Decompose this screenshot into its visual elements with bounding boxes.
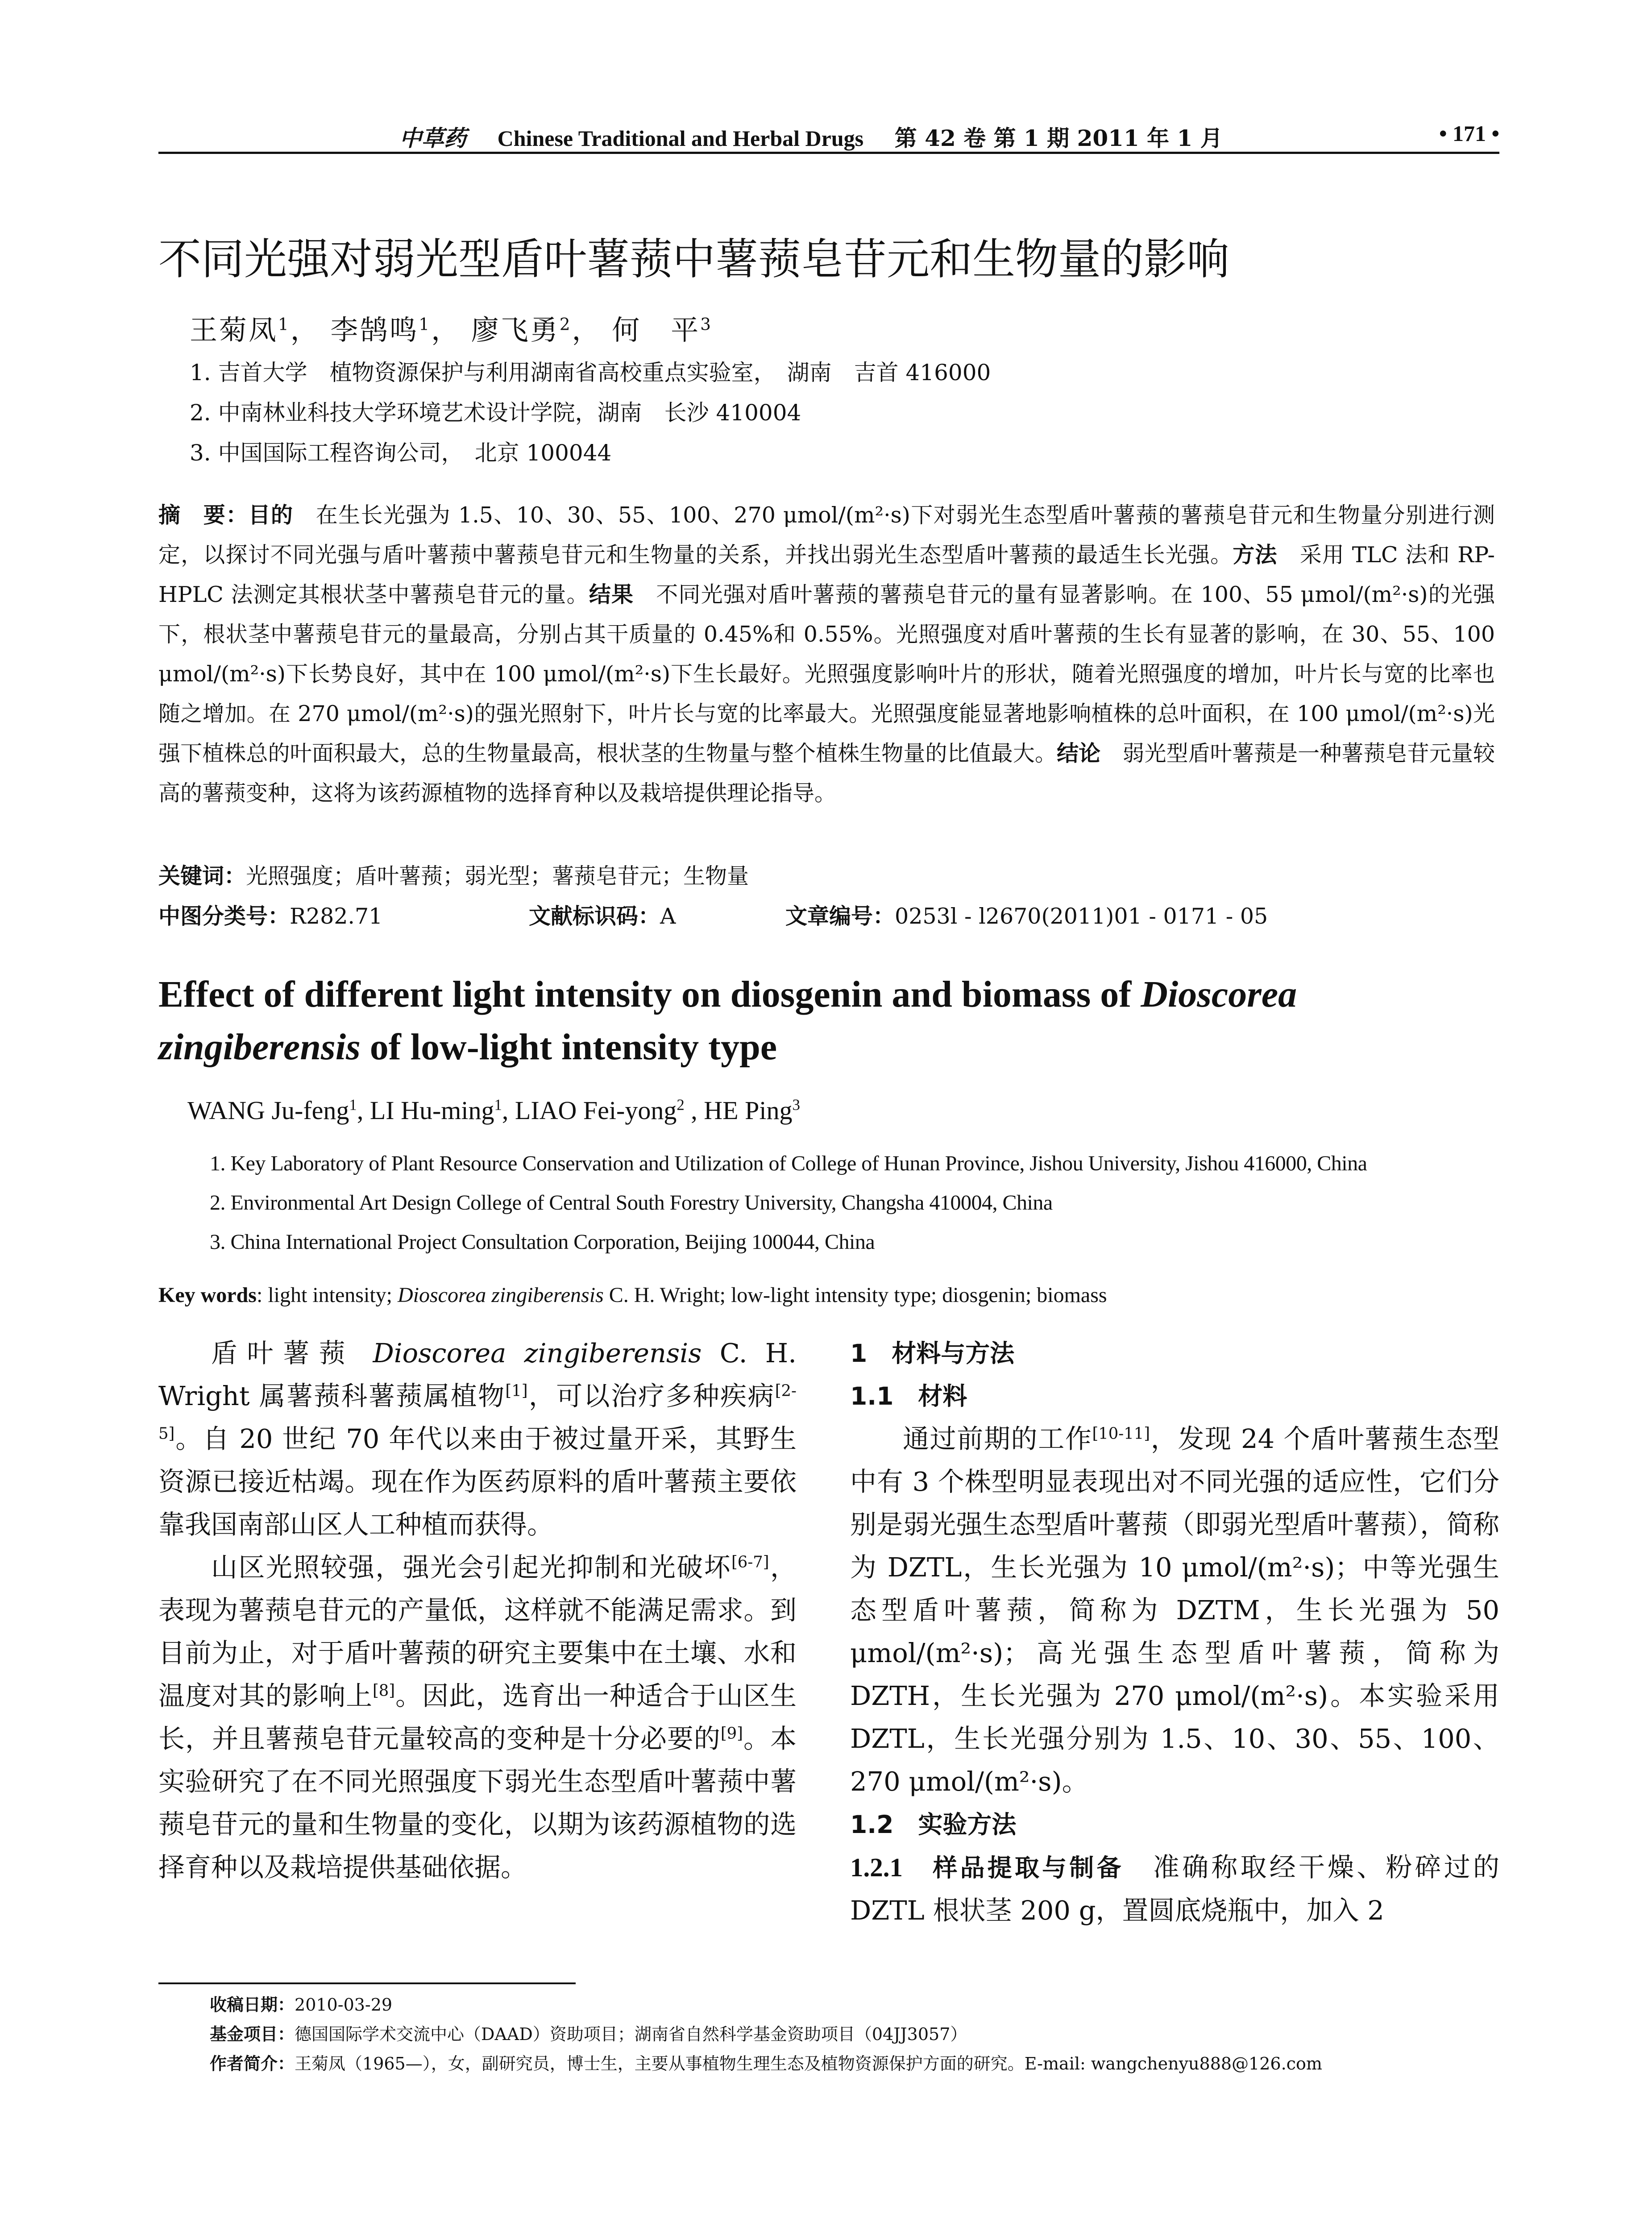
title-en: [158, 968, 1497, 1074]
methods-text: 采用 TLC 法和 RP-HPLC 法测定其根状茎中薯蓣皂苷元的量。: [158, 542, 1495, 607]
author-en: LIAO Fei-yong: [515, 1096, 677, 1125]
conclusion-label: 结论: [1057, 741, 1101, 766]
text: 盾叶薯蓣: [211, 1338, 373, 1368]
title-en-part2: of low-light intensity type: [360, 1026, 777, 1068]
author-cn: 王菊凤: [190, 314, 278, 346]
text: 山区光照较强，强光会引起光抑制和光破坏: [211, 1552, 731, 1583]
author-sup: 3: [700, 314, 713, 334]
paragraph-method-1-2-1: [850, 1846, 1499, 1932]
footnote-received: [210, 1991, 392, 2015]
header-rule: [158, 152, 1499, 154]
text: 。本实验研究了在不同光照强度下弱光生态型盾叶薯蓣中薯蓣皂苷元的量和生物量的变化，以期为该药源植物的选择育种以及栽培提供基础依据。: [158, 1723, 797, 1883]
subsection-title: 样品提取与制备: [903, 1854, 1124, 1882]
author-sup: 1: [278, 314, 291, 334]
section-heading-1: 1 材料与方法: [850, 1339, 1015, 1368]
author-cn: 李鹄鸣: [330, 314, 419, 346]
clc-code: [158, 899, 382, 930]
objective-text: 在生长光强为 1.5、10、30、55、100、270 μmol/(m²·s)下对弱光生态型盾叶薯蓣的薯蓣皂苷元和生物量分别进行测定，以探讨不同光强与盾叶薯蓣中薯蓣皂苷元和生物量的关系，并找出弱光生态型盾叶薯蓣的最适生长光强。: [158, 502, 1495, 568]
affiliation-cn-1: 1. 吉首大学 植物资源保护与利用湖南省高校重点实验室， 湖南 吉首 416000: [190, 360, 991, 386]
received-label: 收稿日期：: [210, 1995, 295, 2015]
conclusion-text: 弱光型盾叶薯蓣是一种薯蓣皂苷元量较高的薯蓣变种，这将为该药源植物的选择育种以及栽培提供理论指导。: [158, 741, 1495, 806]
text: ，表现为薯蓣皂苷元的产量低，这样就不能满足需求。到目前为止，对于盾叶薯蓣的研究主要集中在土壤、水和温度对其的影响上: [158, 1552, 797, 1711]
text: 。因此，选育出一种适合于山区生长，并且薯蓣皂苷元量较高的变种是十分必要的: [158, 1680, 797, 1754]
article-label: 文章编号：: [785, 904, 895, 929]
affiliation-en-3: 3. China International Project Consultation Corporation, Beijing 100044, China: [210, 1230, 875, 1254]
citation: [9]: [720, 1724, 743, 1743]
article-number: [785, 899, 1268, 930]
author-en-sup: 1: [349, 1096, 357, 1114]
subsection-number: 1.2.1: [850, 1853, 903, 1882]
section-heading-1-1: 1.1 材料: [850, 1382, 967, 1410]
citation: [8]: [372, 1681, 395, 1700]
text: ，可以治疗多种疾病: [527, 1381, 775, 1411]
footnote-fund: [210, 2020, 967, 2045]
footnote-rule: [158, 1982, 576, 1984]
author-en: WANG Ju-feng: [187, 1096, 349, 1125]
text: 。自 20 世纪 70 年代以来由于被过量开采，其野生资源已接近枯竭。现在作为医药原料的盾叶薯蓣主要依靠我国南部山区人工种植而获得。: [158, 1423, 797, 1540]
text: ，发现 24 个盾叶薯蓣生态型中有 3 个株型明显表现出对不同光强的适应性，它们分别是弱光强生态型盾叶薯蓣（即弱光型盾叶薯蓣），简称为 DZTL，生长光强为 10 μmol/(m²·s)；中等光强生态型盾叶薯蓣，简称为 DZTM，生长光强为 50 μmol/(m²·s)；高光强生态型盾叶薯蓣，简称为 DZTH，生长光强为 270 μmol/(m²·s)。本实验采用 DZTL，生长光强分别为 1.5、10、30、55、100、270 μmol/(m²·s)。: [850, 1423, 1499, 1797]
keywords-en-text2: C. H. Wright; low-light intensity type; diosgenin; biomass: [603, 1283, 1107, 1307]
text: 准确称取经干燥、粉碎过的 DZTL 根状茎 200 g，置圆底烧瓶中，加入 2: [850, 1852, 1499, 1926]
author-sup: 2: [559, 314, 572, 334]
abstract-cn: [158, 495, 1495, 813]
fund-text: 德国国际学术交流中心（DAAD）资助项目；湖南省自然科学基金资助项目（04JJ3057）: [295, 2024, 967, 2044]
keywords-cn: [158, 859, 749, 890]
received-date: 2010-03-29: [295, 1995, 393, 2015]
keywords-en: [158, 1283, 1107, 1307]
running-header: [158, 117, 1499, 153]
affiliation-en-1: 1. Key Laboratory of Plant Resource Conservation and Utilization of College of Hunan Province, Jishou University, Jishou 416000, China: [210, 1152, 1367, 1175]
affiliation-cn-3: 3. 中国国际工程咨询公司， 北京 100044: [190, 440, 612, 466]
paragraph-intro-1: [158, 1332, 797, 1546]
authors-en: WANG Ju-feng$^1$, LI Hu-ming$^1$, LIAO Fei-yong$^2$ , HE Ping$^3$: [187, 1096, 800, 1125]
author-en: LI Hu-ming: [369, 1096, 494, 1125]
affiliation-cn-2: 2. 中南林业科技大学环境艺术设计学院，湖南 长沙 410004: [190, 400, 801, 426]
citation: [6-7]: [731, 1553, 769, 1572]
citation: [2-5]: [158, 1381, 797, 1443]
citation: [10-11]: [1092, 1424, 1150, 1443]
body-right-column: [850, 1332, 1499, 1932]
author-en: HE Ping: [704, 1096, 793, 1125]
journal-name-en: Chinese Traditional and Herbal Drugs: [497, 126, 864, 151]
journal-line: [399, 120, 1223, 153]
species-name: Dioscorea zingiberensis: [373, 1338, 702, 1368]
clc-label: 中图分类号：: [158, 904, 290, 929]
journal-issue: 第 42 卷 第 1 期 2011 年 1 月: [894, 125, 1223, 151]
citation: [1]: [505, 1381, 528, 1400]
body-left-column: [158, 1332, 797, 1889]
objective-label: 目的: [248, 502, 294, 528]
keywords-en-label: Key words: [158, 1283, 257, 1307]
keywords-cn-text: 光照强度；盾叶薯蓣；弱光型；薯蓣皂苷元；生物量: [246, 863, 749, 889]
doc-code: [529, 899, 676, 930]
fund-label: 基金项目：: [210, 2024, 295, 2044]
author-cn: 何 平: [612, 314, 701, 346]
keywords-cn-label: 关键词：: [158, 863, 246, 889]
keywords-en-text1: : light intensity;: [256, 1283, 398, 1307]
clc-value: R282.71: [290, 904, 383, 929]
author-en-sup: 2: [677, 1096, 685, 1114]
paragraph-materials: [850, 1418, 1499, 1803]
author-en-sup: 1: [494, 1096, 502, 1114]
doc-label: 文献标识码：: [529, 904, 660, 929]
keywords-en-species: Dioscorea zingiberensis: [398, 1283, 604, 1307]
author-en-sup: 3: [792, 1096, 800, 1114]
paragraph-intro-2: [158, 1546, 797, 1889]
text: C. H. Wright 属薯蓣科薯蓣属植物: [158, 1338, 797, 1411]
results-label: 结果: [589, 582, 634, 607]
affiliation-en-2: 2. Environmental Art Design College of Central South Forestry University, Changsha 410004, China: [210, 1191, 1053, 1215]
author-cn: 廖飞勇: [471, 314, 560, 346]
page-number: • 171 •: [1439, 121, 1499, 146]
abstract-label: 摘 要：: [158, 502, 249, 528]
bio-label: 作者简介：: [210, 2054, 295, 2073]
title-cn: 不同光强对弱光型盾叶薯蓣中薯蓣皂苷元和生物量的影响: [158, 234, 1229, 284]
title-en-species: Dioscorea zingiberensis: [158, 974, 1297, 1068]
title-en-part1: Effect of different light intensity on diosgenin and biomass of: [158, 974, 1141, 1015]
article-value: 0253l - l2670(2011)01 - 0171 - 05: [895, 904, 1268, 929]
footnote-author-bio: [210, 2050, 1322, 2074]
doc-value: A: [660, 904, 676, 929]
section-heading-1-2: 1.2 实验方法: [850, 1810, 1017, 1839]
author-sup: 1: [419, 314, 432, 334]
results-text: 不同光强对盾叶薯蓣的薯蓣皂苷元的量有显著影响。在 100、55 μmol/(m²·s)的光强下，根状茎中薯蓣皂苷元的量最高，分别占其干质量的 0.45%和 0.55%。光照强度对盾叶薯蓣的生长有显著的影响，在 30、55、100 μmol/(m²·s)下长势良好，其中在 100 μmol/(m²·s)下生长最好。光照强度影响叶片的形状，随着光照强度的增加，叶片长与宽的比率也随之增加。在 270 μmol/(m²·s)的强光照射下，叶片长与宽的比率最大。光照强度能显著地影响植株的总叶面积，在 100 μmol/(m²·s)光强下植株总的叶面积最大，总的生物量最高，根状茎的生物量与整个植株生物量的比值最大。: [158, 582, 1495, 766]
journal-name-cn: 中草药: [399, 125, 466, 151]
bio-text: 王菊凤（1965—），女，副研究员，博士生，主要从事植物生理生态及植物资源保护方面的研究。E-mail: wangchenyu888@126.com: [295, 2054, 1322, 2073]
authors-cn: 王菊凤$^1$， 李鹄鸣$^1$， 廖飞勇$^2$， 何 平$^3$: [190, 314, 713, 346]
methods-label: 方法: [1233, 542, 1278, 568]
text: 通过前期的工作: [903, 1423, 1092, 1454]
